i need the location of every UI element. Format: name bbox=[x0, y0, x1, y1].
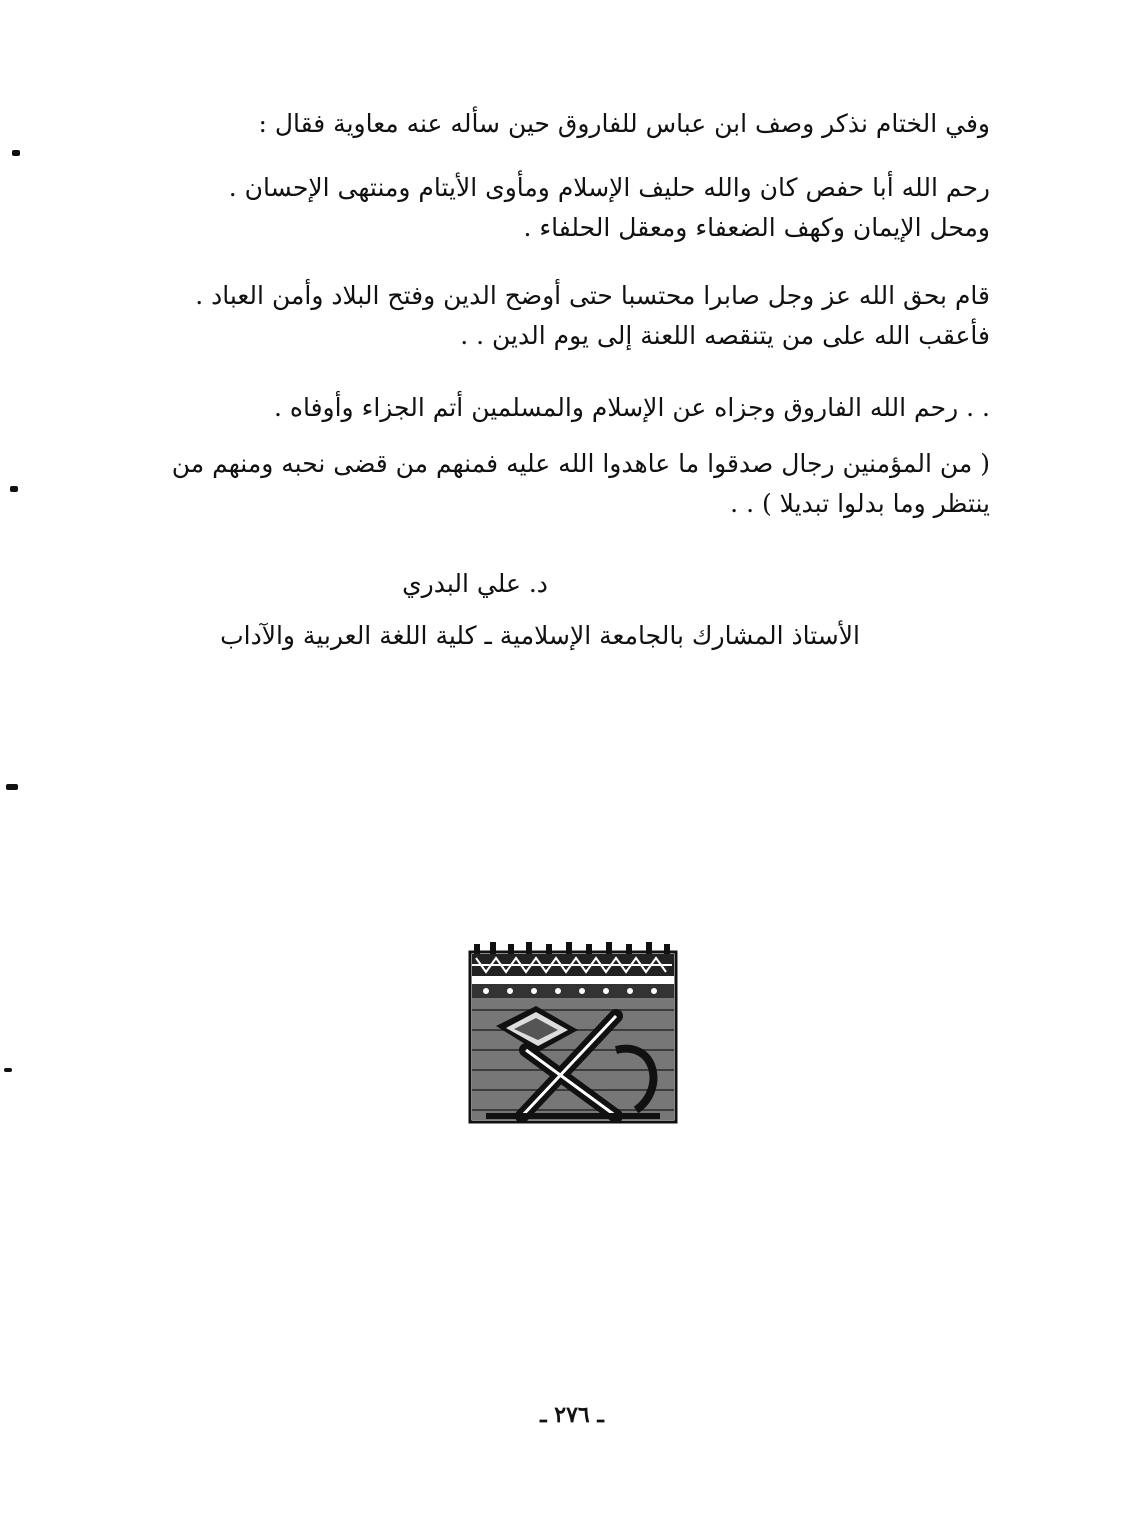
paragraph-closing-intro bbox=[120, 104, 990, 144]
paragraph-quote-continued bbox=[120, 276, 990, 356]
text-line: رحم الله أبا حفص كان والله حليف الإسلام ومأوى الأيتام ومنتهى الإحسان . bbox=[228, 173, 990, 202]
scan-margin-mark bbox=[4, 1068, 12, 1072]
author-title: الأستاذ المشارك بالجامعة الإسلامية ـ كلية اللغة العربية والآداب bbox=[220, 621, 860, 650]
paragraph-supplication bbox=[120, 388, 990, 428]
paragraph-ibn-abbas-quote bbox=[120, 168, 990, 248]
text-line: ومحل الإيمان وكهف الضعفاء ومعقل الحلفاء . bbox=[523, 213, 990, 242]
text-line: ( من المؤمنين رجال صدقوا ما عاهدوا الله عليه فمنهم من قضى نحبه ومنهم من bbox=[171, 449, 990, 478]
quran-on-stand-ornament-icon bbox=[466, 940, 680, 1126]
text-line: قام بحق الله عز وجل صابرا محتسبا حتى أوضح الدين وفتح البلاد وأمن العباد . bbox=[195, 281, 990, 310]
page-number: ـ ٢٧٦ ـ bbox=[540, 1402, 604, 1428]
text-line: وفي الختام نذكر وصف ابن عباس للفاروق حين سأله عنه معاوية فقال : bbox=[258, 109, 990, 138]
paragraph-quran-verse bbox=[120, 444, 990, 524]
text-line: فأعقب الله على من يتنقصه اللعنة إلى يوم الدين . . bbox=[460, 321, 990, 350]
scan-margin-mark bbox=[6, 784, 18, 790]
scan-margin-mark bbox=[12, 150, 20, 156]
text-line: . . رحم الله الفاروق وجزاه عن الإسلام والمسلمين أتم الجزاء وأوفاه . bbox=[273, 393, 990, 422]
author-signature-block bbox=[120, 564, 990, 656]
scan-margin-mark bbox=[10, 486, 18, 492]
text-line: ينتظر وما بدلوا تبديلا ) . . bbox=[730, 489, 990, 518]
author-name: د. علي البدري bbox=[402, 569, 548, 598]
